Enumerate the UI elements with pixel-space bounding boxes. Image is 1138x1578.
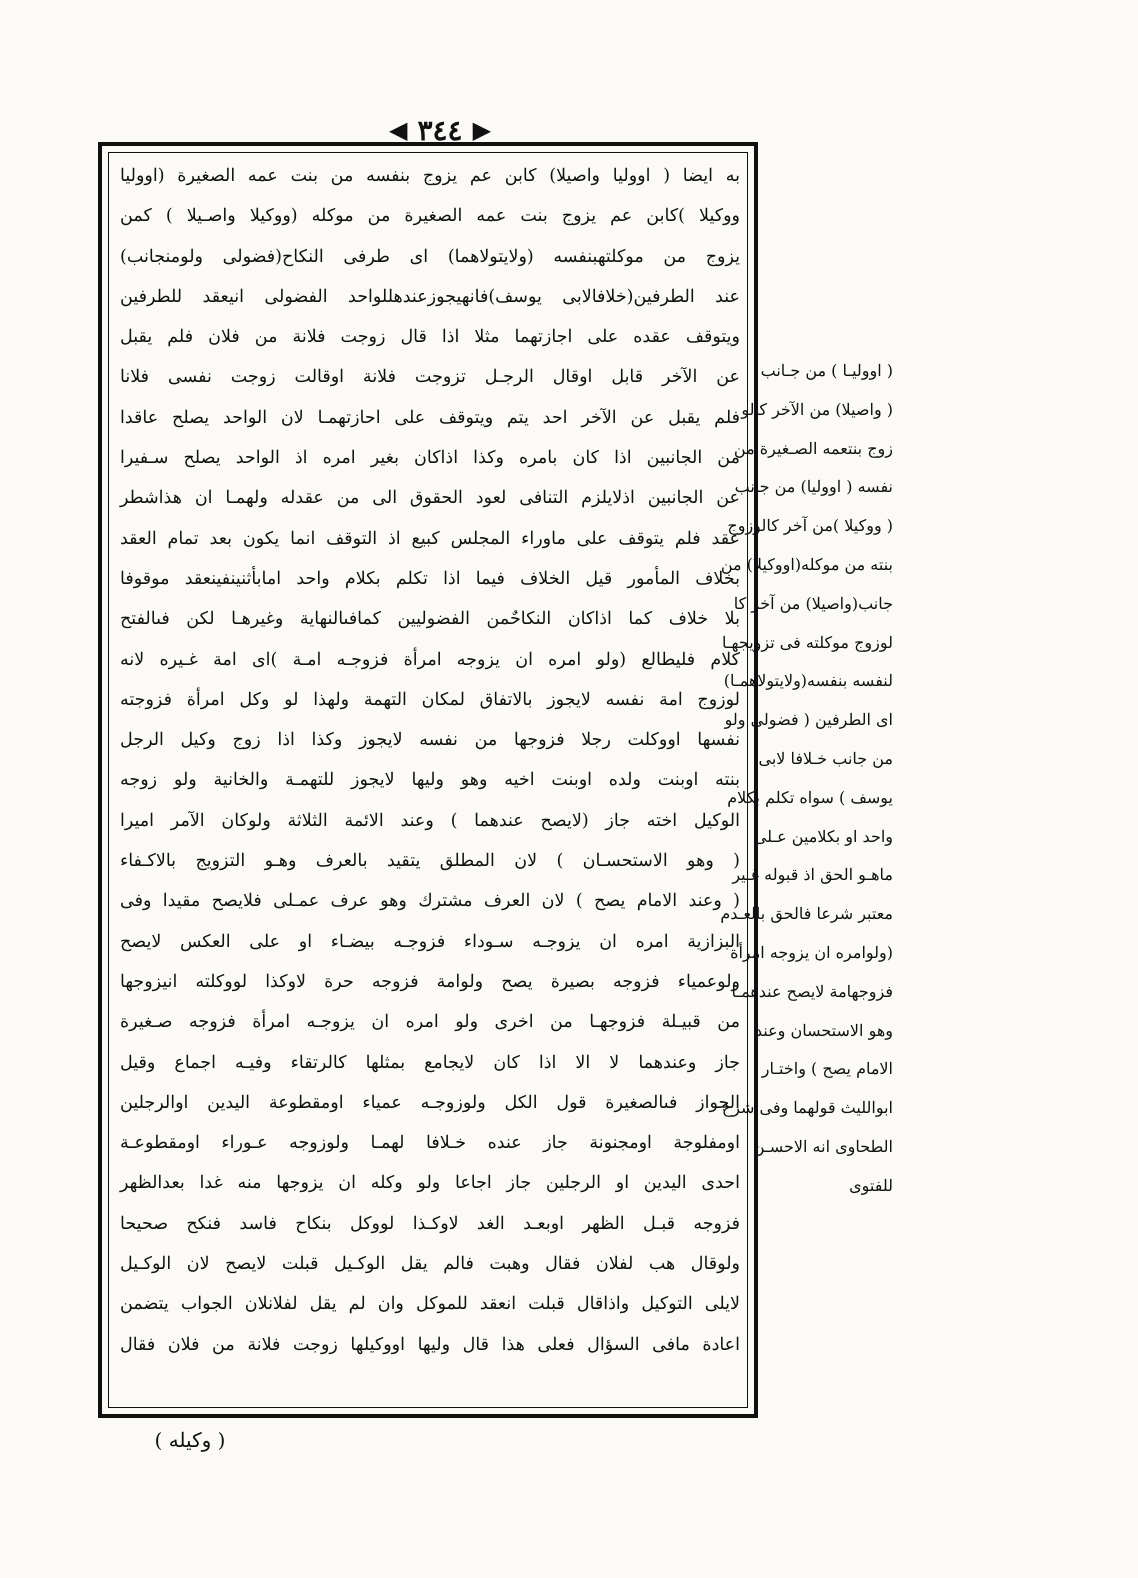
main-text-line: لايلى التوكيل واذاقال قبلت انعقد للموكل وان لم يقل لفلانلان الجواب يتضمن xyxy=(120,1294,740,1315)
margin-note-line: زوج بنتعمه الصـغيرة من xyxy=(733,438,893,458)
margin-note-line: معتبر شرعا فالحق بالعـدم xyxy=(720,904,893,924)
main-text-line: عقد فلم يتوقف على ماوراء المجلس كبيع اذ التوقف انما يكون بعد تمام العقد xyxy=(120,528,740,549)
margin-note-line: اى الطرفين ( فضولى ولو xyxy=(724,710,893,730)
main-text-line: بلا خلاف كما اذاكان النكاحٌمن الفضوليين كمافىالنهاية وغيرهـا لكن فىالفتح xyxy=(120,609,740,630)
margin-note-line: ماهـو الحق اذ قبوله غـير xyxy=(732,865,893,885)
margin-note-line: من جانب خـلافا لابى xyxy=(758,748,893,768)
margin-note-line: لوزوج موكلته فى تزويجهـا xyxy=(721,632,893,652)
margin-note-block xyxy=(720,352,893,1206)
main-text-line: الوكيل اخته جاز (لايصح عندهما ) وعند الائمة الثلاثة ولوكان الآمر اميرا xyxy=(120,810,740,831)
main-text-line: فزوجه قبـل الظهر اوبعـد الغد لاوكـذا لووكل بنكاح فاسد فنكح صحيحا xyxy=(120,1213,740,1234)
margin-note-line: بنته من موكله(اووكيلا) من xyxy=(720,554,893,574)
main-text-line: جاز وعندهما لا الا اذا كان لايجامع بمثلها كالرتقاء وفيـه اجماع وقيل xyxy=(120,1052,740,1073)
main-text-line: بنته اوبنت ولده اوبنت اخيه وهو وليها لايجوز للتهمـة والخانية ولو زوجه xyxy=(120,770,740,791)
main-text-line: الجواز فىالصغيرة قول الكل ولوزوجـه عمياء اومقطوعة اليدين اوالرجلين xyxy=(120,1092,740,1113)
margin-note-line: للفتوى xyxy=(849,1175,893,1195)
main-text-line: البزازية امره ان يزوجـه سـوداء فزوجـه بيضـاء او على العكس لايصح xyxy=(120,931,740,952)
main-text-line: عند الطرفين(خلافالابى يوسف)فانهيجوزعندهللواحد الفضولى انيعقد للطرفين xyxy=(120,286,740,307)
main-text-line: كلام فليطالع (ولو امره ان يزوجه امرأة فزوجـه امـة )اى امة غـيره لانه xyxy=(120,649,740,670)
main-text-line: عن الآخر قابل اوقال الرجـل تزوجت فلانة اوقالت زوجت نفسى فلانا xyxy=(120,367,740,388)
main-text-line: اومفلوجة اومجنونة جاز عنده خـلافا لهمـا ولوزوجه عـوراء اومقطوعـة xyxy=(120,1133,740,1154)
margin-note-line: واحد او بكلامين عـلى xyxy=(753,826,893,846)
main-text-line: ولوعمياء فزوجه بصيرة يصح ولوامة فزوجه حرة لاوكذا لووكلته انيزوجها xyxy=(120,971,740,992)
main-text-line: ولوقال هب لفلان فقال وهبت فالم يقل الوكـيل قبلت لايصح لان الوكـيل xyxy=(120,1254,740,1275)
main-text-line: ( وهو الاستحسـان ) لان المطلق يتقيد بالعرف وهـو التزويج بالاكـفاء xyxy=(120,851,740,872)
main-text-line: نفسها اووكلت رجلا فزوجها من نفسه لايجوز وكذا اذا زوج وكيل الرجل xyxy=(120,730,740,751)
main-text-line: ( وعند الامام يصح ) لان العرف مشترك وهو عرف عمـلى فلايصح مقيدا وفى xyxy=(120,891,740,912)
margin-note-line: ( واصيلا) من الآخر كالو xyxy=(741,399,893,419)
ornament-right-icon: ▶ xyxy=(472,116,492,144)
page-number: ٣٤٤ xyxy=(417,113,463,147)
main-text-line: لوزوج امة نفسه لايجوز بالاتفاق لمكان التهمة ولهذا لو وكل امرأة فزوجته xyxy=(120,689,740,710)
margin-note-line: جانب(واصيلا) من آخر كا xyxy=(733,593,893,613)
margin-note-line: نفسه ( اووليا) من جانب xyxy=(734,477,893,497)
catchword: ( وكيله ) xyxy=(154,1428,226,1452)
margin-note-line: الطحاوى انه الاحسـن xyxy=(752,1136,893,1156)
main-text-line: من قبيـلة فزوجهـا من اخرى ولو امره ان يزوجـه امرأة فزوجه صـغيرة xyxy=(120,1012,740,1033)
margin-note-line: (ولوامره ان يزوجه امرأة xyxy=(730,942,893,962)
margin-note-line: وهو الاستحسان وعند xyxy=(754,1020,893,1040)
main-text-line: بخلاف المأمور قيل الخلاف فيما اذا تكلم بكلام واحد امابأثنينفينعقد موقوفا xyxy=(120,568,740,589)
main-text-line: يزوج من موكلتهبنفسه (ولايتولاهما) اى طرفى النكاح(فضولى ولومنجانب) xyxy=(120,246,740,267)
margin-note-line: فزوجهامة لايصح عندهمـا xyxy=(731,981,893,1001)
main-text-line: ووكيلا )كابن عم يزوج بنت عمه الصغيرة من موكله (ووكيلا واصـيلا ) كمن xyxy=(120,206,740,227)
main-text-line: اعادة مافى السؤال فعلى هذا قال وليها اووكيلها زوجت فلانة من فلان فقال xyxy=(120,1334,740,1355)
main-text-line: احدى اليدين او الرجلين جاز اجاعا ولو وكله ان يزوجها منه غدا بعدالظهر xyxy=(120,1173,740,1194)
margin-note-line: ابوالليث قولهما وفى شرح xyxy=(721,1098,893,1118)
main-text-line: عن الجانبين اذلايلزم التنافى لعود الحقوق الى من عقدله ولهمـا ان هذاشطر xyxy=(120,488,740,509)
ornament-left-icon: ◀ xyxy=(388,116,408,144)
main-text-line: فلم يقبل عن الآخر احد يتم ويتوقف على احازتهمـا لان الواحد يصلح عاقدا xyxy=(120,407,740,428)
margin-note-line: ( اووليـا ) من جـانب xyxy=(760,361,893,380)
margin-note-line: لنفسه بنفسه(ولايتولاهمـا) xyxy=(723,671,893,691)
main-text-line: به ايضا ( اووليا واصيلا) كابن عم يزوج بنفسه من بنت عمه الصغيرة (اووليا xyxy=(120,166,740,186)
main-text-block xyxy=(120,156,740,1406)
margin-note-line: يوسف ) سواه تكلم بكلام xyxy=(727,787,893,807)
margin-note-line: ( ووكيلا )من آخر كالوزوج xyxy=(727,516,893,536)
main-text-line: من الجانبين اذا كان بامره وكذا اذاكان بغير امره اذ الواحد يصلح سـفيرا xyxy=(120,448,740,469)
main-text-line: ويتوقف عقده على اجازتهما مثلا اذا قال زوجت فلانة من فلان فلم يقبل xyxy=(120,327,740,348)
margin-note-line: الامام يصح ) واختـار xyxy=(761,1059,893,1079)
